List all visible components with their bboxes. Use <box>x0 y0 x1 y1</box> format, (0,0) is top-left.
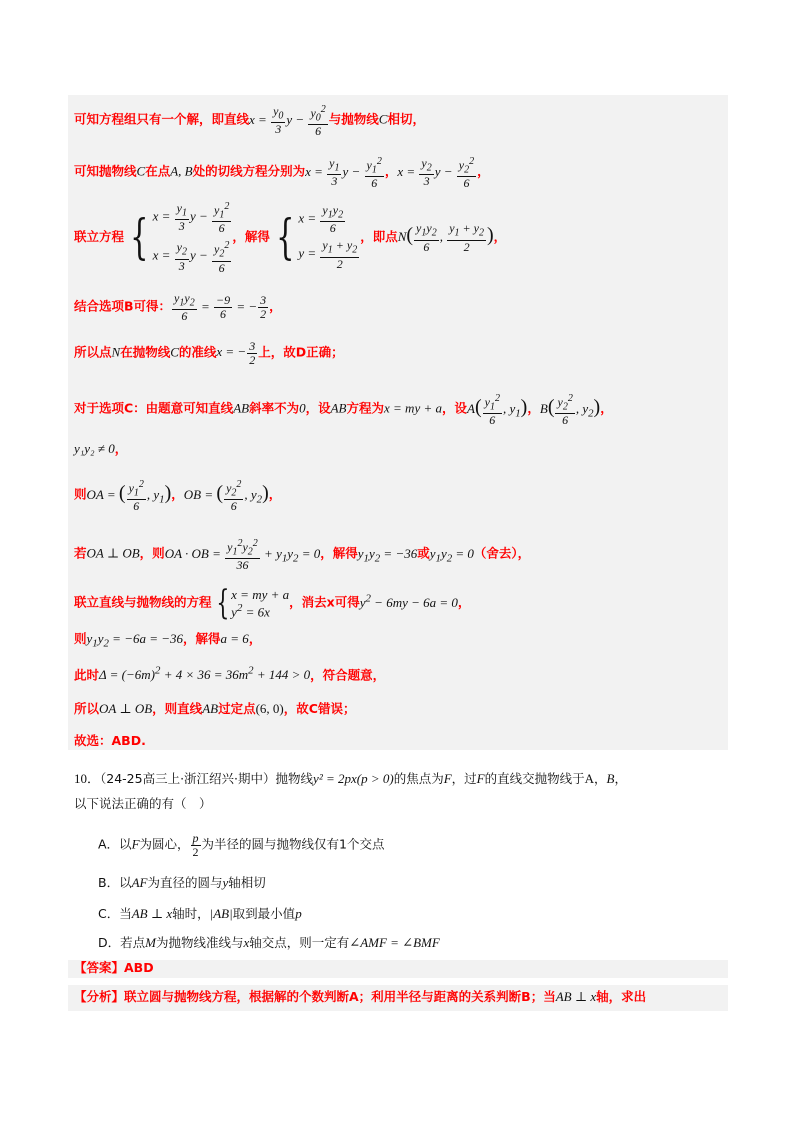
solution-line-4 <box>74 292 282 323</box>
text: 相切， <box>387 111 425 127</box>
length-AB: |AB| <box>209 906 233 921</box>
solution-line-5: 所以点N在抛物线C的准线x = − $\frac{3}{2}$ 上，故D正确； <box>74 339 344 367</box>
text: ， <box>594 771 607 786</box>
text: 轴相切 <box>228 875 266 890</box>
text: ，设 <box>305 400 331 416</box>
text: ，符合题意， <box>310 667 386 683</box>
quadratic-formula: $y^2 - 6my - 6a = 0$ <box>359 592 458 610</box>
answer-bar <box>68 960 728 978</box>
text: 在抛物线 <box>120 344 171 360</box>
answer-text: 【答案】ABD <box>74 960 154 975</box>
text: 此时 <box>74 667 100 683</box>
option-B <box>98 873 266 891</box>
option-A: A．以F为圆心， $\frac{p}{2}$ 为半径的圆与抛物线仅有1个交点 <box>98 831 385 859</box>
text: 取到最小值 <box>232 906 296 921</box>
solution-system: { x = $\frac{y_1y_2}{6}$ y = $\frac{y_1 + y_2}{2}$ <box>275 203 358 271</box>
text: ，解得 <box>183 631 221 646</box>
segment-AF: AF <box>131 875 148 890</box>
text: ，解得 <box>320 545 358 561</box>
perpendicular-condition: AB ⊥ x <box>555 989 597 1004</box>
text: 对于选项C：由题意可知直线 <box>74 400 234 416</box>
tangent-2-formula: x = $\frac{y_2}{3}$ y − $\frac{y_2^2}{6}$ <box>397 156 475 191</box>
text: ，则 <box>139 545 165 561</box>
ratio-formula: $\frac{y_1y_2}{6}$ = $\frac{-9}{6}$ = − $\frac{3}{2}$ <box>174 291 267 324</box>
text: 轴时， <box>172 906 210 921</box>
axis-x: x <box>243 935 250 950</box>
solution-line-13: 所以OA ⊥ OB，则直线AB过定点(6, 0)，故C错误； <box>74 701 356 716</box>
option-D <box>98 933 440 951</box>
text: 所以 <box>74 701 100 716</box>
text: 则 <box>74 631 87 646</box>
text: 联立方程 <box>74 228 125 244</box>
text: ，消去x可得 <box>289 594 360 610</box>
solution-line-9: 若OA ⊥ OB，则OA · OB = $\frac{y_1^2y_2^2}{36}$ + $y_1y_2 = 0$，解得$y_1y_2 = -36$或$y_1y_2 = 0$（舍去）， <box>74 538 531 573</box>
text: 轴，求出 <box>596 989 647 1004</box>
text: ， <box>477 163 490 179</box>
text: 的直线交抛物线于 <box>484 771 585 786</box>
text: ，过 <box>451 771 477 786</box>
text: ，即点 <box>360 228 398 244</box>
text: 为直径的圆与 <box>147 875 223 890</box>
text: 轴交点，则一定有 <box>249 935 350 950</box>
text: D．若点 <box>98 935 146 950</box>
equation-system: { x = $\frac{y_1}{3}$ y − $\frac{y_1^2}{6}$ x = $\frac{y_2}{3}$ y − $\frac{y_2^2}{6}$ <box>130 201 230 275</box>
solution-line-12 <box>74 666 385 682</box>
parabola-equation: y² = 2px(p > 0) <box>313 771 394 786</box>
directrix-formula: x = − $\frac{3}{2}$ <box>216 339 256 367</box>
text: 所以点 <box>74 344 112 360</box>
text: 处的切线方程分别为 <box>192 163 306 179</box>
text: 为半径的圆与抛物线仅有1个交点 <box>201 836 385 852</box>
text: A．以 <box>98 836 132 852</box>
focus-F: F <box>443 771 452 786</box>
solution-line-7 <box>74 442 127 456</box>
dot-product-formula: OA · OB = $\frac{y_1^2y_2^2}{36}$ + $y_1y_2 = 0$ <box>164 538 321 573</box>
text: ， <box>600 400 613 416</box>
text: 可知方程组只有一个解，即直线 <box>74 111 250 127</box>
tangent-line-formula: x = $\frac{y_0}{3}$ y − $\frac{y_0^2}{6}$ <box>249 104 326 139</box>
line-AB-formula: x = my + a <box>384 400 442 416</box>
vector-OB-formula: OB = ( $\frac{y_2^2}{6}$ , $y_2$) <box>183 479 269 514</box>
text: ， <box>493 228 507 244</box>
tangent-1-formula: x = $\frac{y_1}{3}$ y − $\frac{y_1^2}{6}$ <box>305 156 382 191</box>
text: 的准线 <box>178 344 217 360</box>
text: ，故C错误； <box>283 701 356 716</box>
text: 【分析】联立圆与抛物线方程，根据解的个数判断A；利用半径与距离的关系判断B；当 <box>74 989 556 1004</box>
nonzero-condition: y₁y₂ ≠ 0 <box>74 441 115 456</box>
text: 过定点 <box>218 701 256 716</box>
zero: 0 <box>299 400 306 416</box>
solution-line-3 <box>74 200 506 275</box>
text: 可知抛物线 <box>74 163 137 179</box>
text: ， <box>268 486 282 502</box>
text: C．当 <box>98 906 132 921</box>
text: ，则直线 <box>152 701 203 716</box>
solution-line-8 <box>74 478 281 513</box>
text: 上，故D正确； <box>258 344 344 360</box>
text: 若 <box>74 545 87 561</box>
analysis-text <box>74 990 646 1004</box>
text: 则 <box>74 486 87 502</box>
text: 或 <box>417 545 430 561</box>
text: ， <box>384 163 398 179</box>
axis-y: y <box>222 875 229 890</box>
point-B: B <box>606 771 615 786</box>
text: ， <box>269 298 282 314</box>
question-number: 10． <box>74 771 101 786</box>
point-A-formula: A( $\frac{y_1^2}{6}$ , $y_1$) <box>467 393 528 428</box>
solution-line-1: 可知方程组只有一个解，即直线x = $\frac{y_0}{3}$ y − $\frac{y_0^2}{6}$ 与抛物线C相切， <box>74 104 425 139</box>
line-parabola-system: { x = my + a $y^2 = 6x$ <box>215 583 290 623</box>
point-M: M <box>145 935 156 950</box>
option-C <box>98 904 302 922</box>
discriminant-formula: $\Delta = (-6m)^2 + 4 \times 36 = 36m^2 + 144 > 0$ <box>99 665 311 683</box>
text: 与抛物线 <box>328 111 379 127</box>
perpendicular-condition: AB ⊥ x <box>131 906 173 921</box>
vector-OA-formula: OA = ( $\frac{y_1^2}{6}$ , $y_1$) <box>86 479 172 514</box>
text: 方程为 <box>346 400 385 416</box>
text: 为圆心， <box>139 836 190 852</box>
text: ， <box>527 400 540 416</box>
text: 的焦点为 <box>393 771 444 786</box>
solution-line-10 <box>74 583 471 623</box>
text: ， <box>248 631 262 646</box>
text: 为抛物线准线与 <box>155 935 244 950</box>
text: 在点 <box>145 163 171 179</box>
point-N-formula: N( $\frac{y_1y_2}{6}$ , $\frac{y_1 + y_2}{2}$ ) <box>397 221 494 254</box>
question-10-line-1: 10．（24-25高三上·浙江绍兴·期中）抛物线y² = 2px(p > 0)的焦点为F，过F的直线交抛物线于A，B， <box>74 771 628 786</box>
text: 联立直线与抛物线的方程 <box>74 594 212 610</box>
text: 斜率不为 <box>249 400 300 416</box>
param-p: p <box>295 906 302 921</box>
point-A: A <box>584 771 595 786</box>
solution-line-2: 可知抛物线C在点A, B处的切线方程分别为x = $\frac{y_1}{3}$ y − $\frac{y_1^2}{6}$ ，x = $\frac{y_2}{3}$ y − $\frac{y_2^2}{6}$ ， <box>74 156 490 191</box>
text: ，设 <box>442 400 468 416</box>
text: 结合选项B可得： <box>74 298 172 314</box>
solution-line-14: 故选：ABD. <box>74 733 146 748</box>
text: ，解得 <box>232 228 270 244</box>
text: ， <box>457 594 471 610</box>
text: （舍去）， <box>473 545 531 561</box>
point-B-formula: B( $\frac{y_2^2}{6}$ , $y_2$) <box>539 393 601 428</box>
solution-line-11: 则$y_1y_2 = -6a = -36$，解得a = 6， <box>74 631 262 650</box>
question-source: （24-25高三上·浙江绍兴·期中）抛物线 <box>100 771 314 786</box>
solution-line-6: 对于选项C：由题意可知直线AB斜率不为0，设AB方程为x = my + a，设A( $\frac{y_1^2}{6}$ , $y_1$)，B( $\frac{y_2^2}{6}$ , $y_2$)， <box>74 393 613 428</box>
angle-equation: ∠AMF = ∠BMF <box>349 935 440 950</box>
text: ， <box>114 441 128 456</box>
text: B．以 <box>98 875 132 890</box>
text: ， <box>171 486 184 502</box>
question-10-line-2: 以下说法正确的有（ ） <box>74 796 212 811</box>
